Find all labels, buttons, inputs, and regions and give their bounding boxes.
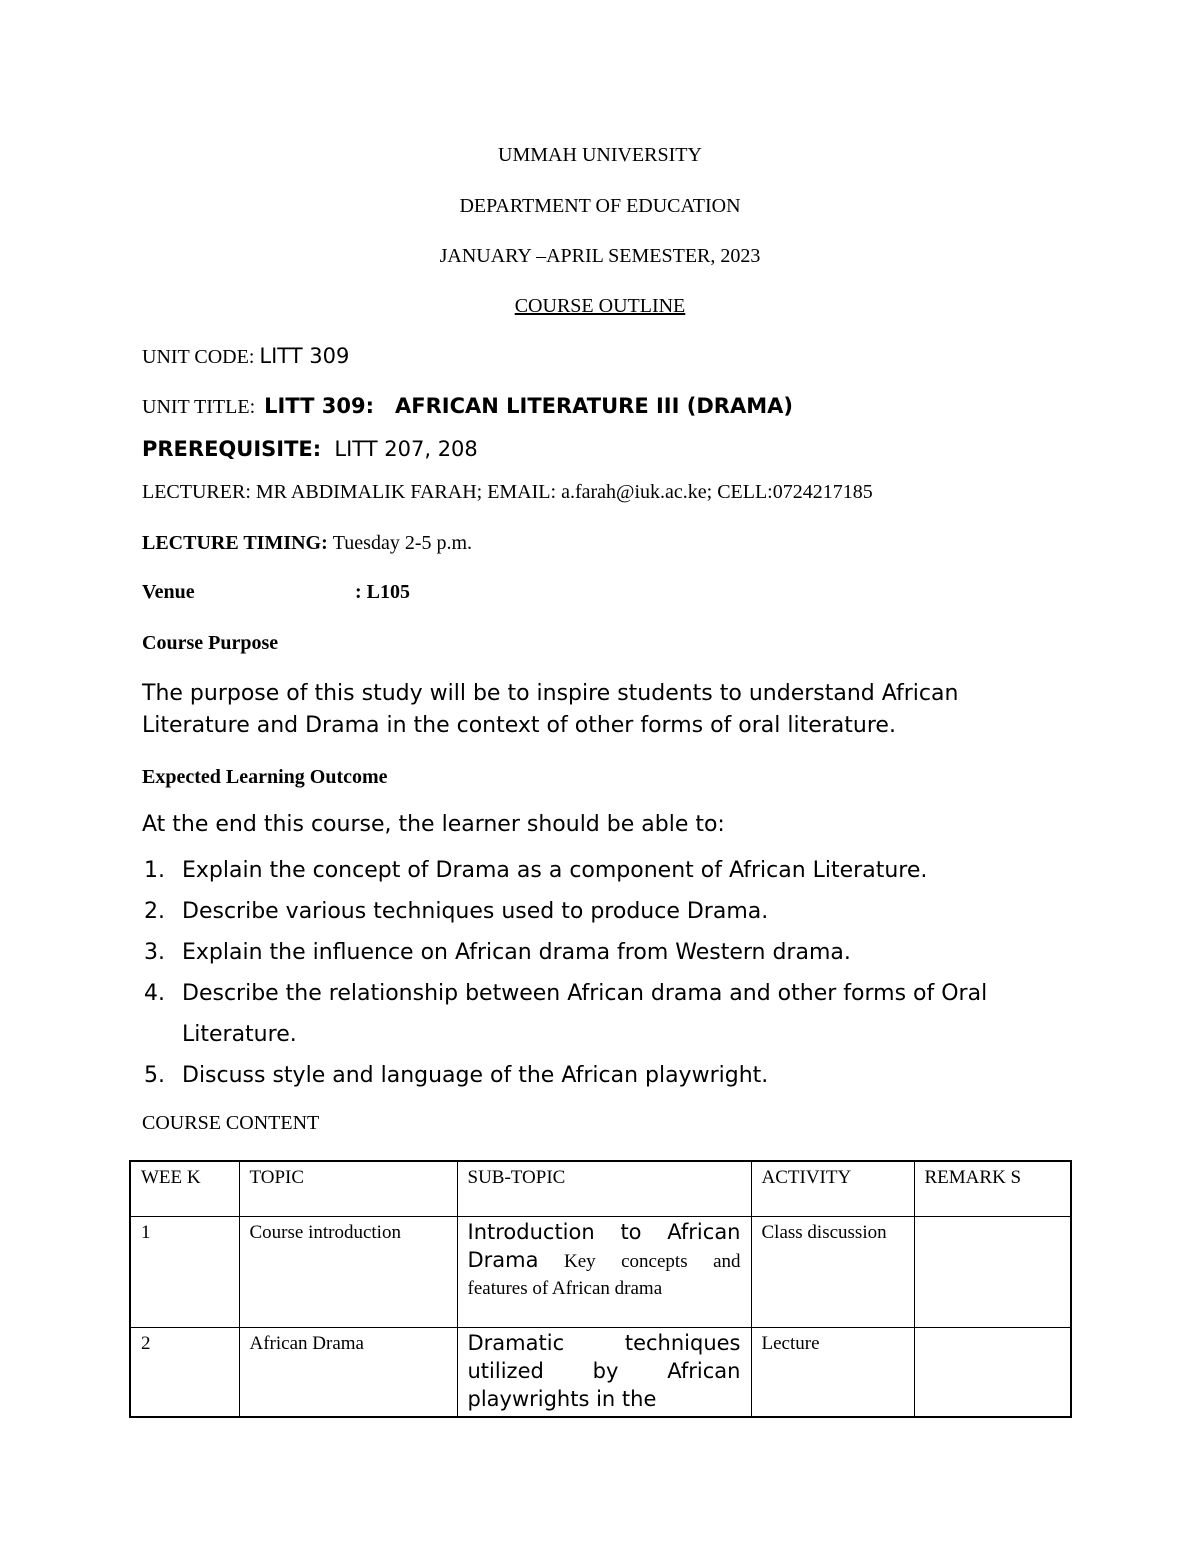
prerequisite-label: PREREQUISITE: bbox=[142, 437, 322, 461]
course-content-table bbox=[129, 1160, 1072, 1418]
topic-cell: Course introduction bbox=[239, 1217, 457, 1328]
list-item: 4. Describe the relationship between African drama and other forms of Oral Literature. bbox=[144, 981, 988, 1047]
learning-outcome-intro: At the end this course, the learner should be able to: bbox=[142, 812, 725, 837]
list-item: 3. Explain the influence on African drama from Western drama. bbox=[144, 940, 851, 965]
course-purpose-text: The purpose of this study will be to inspire students to understand African Literature and Drama in the context of other forms of oral literature. bbox=[142, 681, 959, 738]
learning-outcome-list bbox=[142, 850, 1072, 1096]
subtopic-cell bbox=[457, 1217, 751, 1328]
prerequisite-line bbox=[142, 437, 478, 462]
course-content-heading: COURSE CONTENT bbox=[142, 1112, 320, 1134]
table-row bbox=[130, 1328, 1071, 1418]
learning-outcome-heading: Expected Learning Outcome bbox=[142, 766, 388, 788]
department-name: DEPARTMENT OF EDUCATION bbox=[459, 195, 741, 217]
column-header-week: WEE K bbox=[130, 1161, 239, 1217]
column-header-topic: TOPIC bbox=[239, 1161, 457, 1217]
lecture-timing-line bbox=[142, 532, 472, 555]
column-header-remarks: REMARK S bbox=[914, 1161, 1071, 1217]
unit-code-label: UNIT CODE: bbox=[142, 346, 255, 368]
remarks-cell bbox=[914, 1328, 1071, 1418]
unit-title-line bbox=[142, 394, 793, 419]
venue-label: Venue bbox=[142, 581, 195, 603]
table-header-row bbox=[130, 1161, 1071, 1217]
venue-value: : L105 bbox=[355, 581, 410, 603]
week-cell: 1 bbox=[130, 1217, 239, 1328]
university-name: UMMAH UNIVERSITY bbox=[498, 144, 702, 166]
unit-title-value: AFRICAN LITERATURE III (DRAMA) bbox=[395, 394, 793, 418]
column-header-subtopic: SUB-TOPIC bbox=[457, 1161, 751, 1217]
subtopic-main: Introduction to African Drama bbox=[467, 1220, 741, 1272]
subtopic-cell bbox=[457, 1328, 751, 1418]
lecture-timing-value: Tuesday 2-5 p.m. bbox=[332, 532, 473, 554]
subtopic-main: Dramatic techniques utilized by African playwrights in the bbox=[467, 1331, 741, 1411]
unit-title-label: UNIT TITLE: bbox=[142, 396, 256, 418]
column-header-activity: ACTIVITY bbox=[751, 1161, 914, 1217]
list-item: 5. Discuss style and language of the African playwright. bbox=[144, 1063, 769, 1088]
lecturer-line: LECTURER: MR ABDIMALIK FARAH; EMAIL: a.farah@iuk.ac.ke; CELL:0724217185 bbox=[142, 481, 873, 503]
activity-cell: Class discussion bbox=[751, 1217, 914, 1328]
semester-line: JANUARY –APRIL SEMESTER, 2023 bbox=[439, 245, 761, 267]
lecture-timing-label: LECTURE TIMING: bbox=[142, 532, 328, 554]
subtopic-rest: Key concepts and features of African drama bbox=[467, 1251, 741, 1299]
unit-code-line bbox=[142, 344, 349, 369]
week-cell: 2 bbox=[130, 1328, 239, 1418]
list-item: 1. Explain the concept of Drama as a component of African Literature. bbox=[144, 858, 928, 883]
remarks-cell bbox=[914, 1217, 1071, 1328]
list-item: 2. Describe various techniques used to produce Drama. bbox=[144, 899, 769, 924]
document-title: COURSE OUTLINE bbox=[514, 295, 686, 317]
prerequisite-value: LITT 207, 208 bbox=[334, 437, 478, 461]
topic-cell: African Drama bbox=[239, 1328, 457, 1418]
activity-cell: Lecture bbox=[751, 1328, 914, 1418]
unit-title-code: LITT 309: bbox=[264, 394, 374, 418]
unit-code-value: LITT 309 bbox=[259, 344, 350, 368]
course-purpose-heading: Course Purpose bbox=[142, 632, 279, 654]
table-row bbox=[130, 1217, 1071, 1328]
